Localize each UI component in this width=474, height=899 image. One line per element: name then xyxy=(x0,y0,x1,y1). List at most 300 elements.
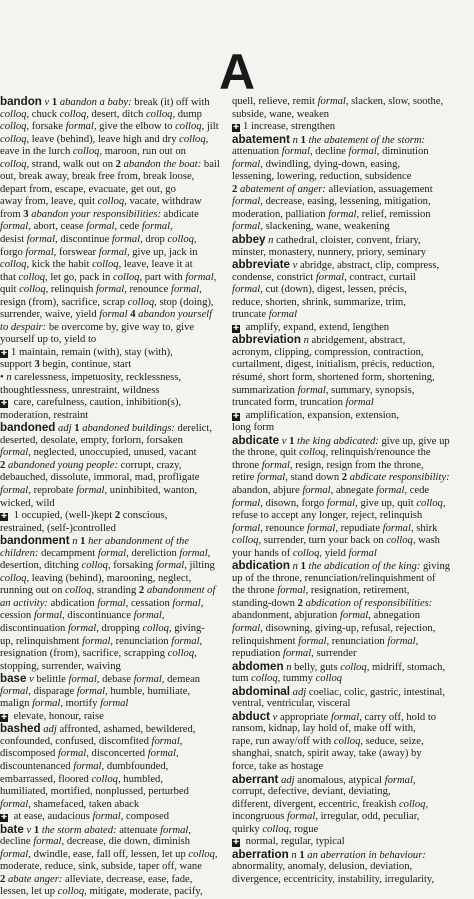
entry-text: that xyxy=(0,271,19,283)
entry-text: , xyxy=(170,221,173,233)
entry-text: , yield xyxy=(319,547,349,559)
label-text: abandoned young people: xyxy=(7,459,118,471)
entry-text: your hands of xyxy=(232,547,293,559)
text-line xyxy=(232,598,468,611)
text-line xyxy=(232,259,468,272)
label-text: the king abdicated: xyxy=(297,435,379,447)
label-text: formal xyxy=(33,610,63,622)
text-line xyxy=(0,761,222,774)
entry-text: , give the elbow to xyxy=(93,121,176,133)
entry-text: , decrease, die down, diminish xyxy=(61,836,191,848)
text-line xyxy=(232,535,468,548)
headword: bashed xyxy=(0,722,41,736)
text-line xyxy=(0,799,222,812)
label-text: n xyxy=(292,561,298,573)
label-text: abandon a baby: xyxy=(59,97,132,108)
text-line xyxy=(0,435,222,448)
entry-text: normal, regular, typical xyxy=(243,836,345,848)
label-text: colloq xyxy=(0,133,27,145)
entry-text: support xyxy=(0,359,35,371)
label-text: colloq xyxy=(333,735,361,747)
label-text: colloq xyxy=(0,572,27,584)
text-line xyxy=(232,309,468,322)
label-text: formal xyxy=(172,597,201,609)
headword: abdication xyxy=(232,559,290,573)
label-text: formal xyxy=(95,284,125,296)
label-text: colloq xyxy=(145,108,173,120)
sense-number: 3 xyxy=(34,359,40,371)
entry-text: , mortify xyxy=(60,698,101,710)
label-text: formal xyxy=(155,560,185,572)
headword: abdomen xyxy=(232,659,284,673)
text-line xyxy=(232,711,468,724)
text-line xyxy=(232,610,468,623)
label-text: colloq xyxy=(19,284,46,296)
entry-text: embarrassed, floored xyxy=(0,773,92,785)
entry-text: eave in the lurch xyxy=(0,146,73,158)
entry-text: , strand, walk out on xyxy=(26,158,116,170)
entry-text: , xyxy=(415,635,419,647)
entry-text: condense, constrict xyxy=(232,271,316,283)
label-text: formal xyxy=(257,472,286,484)
entry-text: , leave, leave it at xyxy=(118,259,193,271)
entry-text: belly, guts xyxy=(291,661,341,673)
text-line xyxy=(0,648,222,661)
sense-number: 1 xyxy=(299,849,305,861)
text-line xyxy=(232,723,468,736)
entry-text: forgo xyxy=(0,246,26,258)
label-text: abate anger: xyxy=(7,873,63,885)
entry-text: , stranding xyxy=(91,585,139,597)
entry-text: anomalous, atypical xyxy=(294,774,385,786)
entry-text: , debase xyxy=(96,674,134,686)
label-text: v xyxy=(292,260,298,272)
entry-text: , forsake xyxy=(26,121,66,133)
label-text: formal xyxy=(100,698,129,710)
entry-text: , xyxy=(179,735,183,747)
entry-text: , decrease, easing, lessening, mitigation, xyxy=(260,196,431,208)
entry-text: abridgement, abstract, xyxy=(308,335,406,347)
text-line xyxy=(0,347,222,360)
text-line xyxy=(232,134,468,147)
text-line xyxy=(0,560,222,573)
entry-text: , xyxy=(205,133,209,145)
label-text: colloq xyxy=(167,234,194,246)
entry-text: repudiation xyxy=(232,648,283,660)
sense-number: 1 xyxy=(300,134,306,146)
text-line xyxy=(0,234,222,247)
text-line xyxy=(0,610,222,623)
entry-text: relinquishment xyxy=(232,635,299,647)
sense-number: 1 xyxy=(289,435,295,447)
text-line xyxy=(0,485,222,498)
text-line xyxy=(0,184,222,197)
text-line xyxy=(232,397,468,410)
entry-text: , dereliction xyxy=(126,547,180,559)
label-text: colloq xyxy=(340,661,367,673)
entry-text: , disowning, giving-up, refusal, rejection, xyxy=(260,622,436,634)
text-line xyxy=(232,774,468,787)
headword: abbreviate xyxy=(232,258,290,272)
entry-text: , renunciation xyxy=(110,635,172,647)
text-line xyxy=(232,284,468,297)
entry-text: , part with xyxy=(139,271,186,283)
entry-text: , xyxy=(207,547,211,559)
entry-text: , xyxy=(175,748,179,760)
headword: bandon xyxy=(0,95,42,108)
text-line xyxy=(232,109,468,122)
entry-text: corrupt, defective, deviant, deviating, xyxy=(232,786,391,798)
entry-text: , seduce, seize, xyxy=(360,735,424,747)
entry-text: , wash xyxy=(412,535,440,547)
entry-text: , leave (behind), leave high and dry xyxy=(26,133,180,145)
text-line xyxy=(0,811,222,824)
label-text: adj xyxy=(292,686,307,698)
text-line xyxy=(0,109,222,122)
label-text: colloq xyxy=(0,259,27,271)
label-text: formal xyxy=(26,234,56,246)
label-text: colloq xyxy=(113,271,140,283)
text-line xyxy=(232,196,468,209)
text-line xyxy=(0,422,222,435)
label-text: colloq xyxy=(175,121,202,133)
label-text: colloq xyxy=(232,535,259,547)
label-text: formal xyxy=(67,622,97,634)
label-text: formal xyxy=(277,585,306,597)
entry-text: break (it) off with xyxy=(131,97,210,108)
text-line xyxy=(232,385,468,398)
entry-text: • xyxy=(0,372,7,384)
text-line xyxy=(0,96,222,109)
text-line xyxy=(232,686,468,699)
text-line xyxy=(0,272,222,285)
entry-text: abnormality, anomaly, delusion, deviation, xyxy=(232,861,413,873)
label-text: formal xyxy=(171,635,200,647)
label-text: an activity: xyxy=(0,597,48,609)
label-text: v xyxy=(281,435,287,447)
text-line xyxy=(232,146,468,159)
entry-text: resignation (from), sacrifice, scrapping xyxy=(0,648,168,660)
entry-text: , repudiate xyxy=(335,522,383,534)
entry-text: truncated form, truncation xyxy=(232,397,346,409)
entry-text: standing-down xyxy=(232,597,298,609)
text-line xyxy=(232,786,468,799)
entry-text: from xyxy=(0,208,24,220)
entry-text: tum xyxy=(232,673,252,685)
entry-text: , surrender xyxy=(311,648,357,660)
entry-text: moderate, reduce, sink, subside, taper off, wane xyxy=(0,861,202,873)
label-text: formal xyxy=(287,811,316,823)
text-line xyxy=(0,171,222,184)
label-text: formal xyxy=(0,798,29,810)
entry-text: , midriff, stomach, xyxy=(366,661,446,673)
text-line xyxy=(0,661,222,674)
sense-number: 2 xyxy=(114,510,121,522)
entry-text: , cut (down), digest, lessen, précis, xyxy=(260,284,407,296)
label-text: colloq xyxy=(57,886,85,898)
label-text: colloq xyxy=(0,121,27,133)
entry-text: , give up, jack in xyxy=(126,246,198,258)
entry-text: , stand down xyxy=(285,472,342,484)
label-text: formal xyxy=(0,447,29,459)
text-line xyxy=(0,334,222,347)
entry-text: , resign, resign from the throne, xyxy=(289,459,424,471)
entry-text: , maroon, run out on xyxy=(99,146,186,158)
antonym-icon: ✚ xyxy=(1,713,7,721)
label-text: formal xyxy=(339,610,369,622)
text-line xyxy=(232,485,468,498)
label-text: formal xyxy=(348,547,377,559)
entry-text: abandonment, abjuration xyxy=(232,610,340,622)
text-line xyxy=(0,673,222,686)
text-line xyxy=(0,736,222,749)
sense-number: 1 xyxy=(300,561,306,573)
label-text: formal xyxy=(171,284,200,296)
left-column xyxy=(0,95,222,898)
entry-text: resign (from), sacrifice, scrap xyxy=(0,296,128,308)
entry-text: , vacate, withdraw xyxy=(124,196,202,208)
text-line xyxy=(0,585,222,598)
text-line xyxy=(232,472,468,485)
label-text: formal xyxy=(82,635,111,647)
label-text: formal xyxy=(298,635,327,647)
label-text: formal xyxy=(232,622,261,634)
label-text: formal xyxy=(281,146,310,158)
entry-text: corrupt, crazy, xyxy=(117,459,182,471)
entry-text: , leaving (behind), marooning, neglect, xyxy=(26,572,192,584)
text-line xyxy=(0,774,222,787)
entry-text: decline xyxy=(0,836,34,848)
label-text: formal xyxy=(160,824,189,836)
entry-text: , shamefaced, taken aback xyxy=(28,798,140,810)
text-line xyxy=(0,836,222,849)
entry-text: desertion, ditching xyxy=(0,560,82,572)
label-text: n xyxy=(303,335,309,347)
label-text: colloq xyxy=(97,196,125,208)
entry-text: surrender, waive, yield xyxy=(0,309,100,321)
headword: abbreviation xyxy=(232,333,301,347)
label-text: formal xyxy=(232,221,261,233)
entry-text: , xyxy=(188,824,192,836)
entry-text: force, take as hostage xyxy=(232,760,324,772)
entry-text: , xyxy=(194,648,197,660)
antonym-icon: ✚ xyxy=(233,124,239,132)
entry-text: , xyxy=(442,497,446,509)
label-text: n xyxy=(72,536,78,548)
entry-text: , desert, ditch xyxy=(86,108,146,120)
entry-text: , renunciation xyxy=(326,635,388,647)
entry-text: , slacken, slow, soothe, xyxy=(345,96,444,107)
entry-text: , disparage xyxy=(28,685,77,697)
entry-text: be overcome by, give way to, give xyxy=(46,321,195,333)
label-text: formal xyxy=(330,711,360,723)
label-text: formal xyxy=(76,484,105,496)
entry-text: , rogue xyxy=(288,823,319,835)
text-line xyxy=(0,309,222,322)
entry-text: , irregular, odd, peculiar, xyxy=(315,811,420,823)
text-line xyxy=(232,359,468,372)
text-line xyxy=(232,272,468,285)
label-text: formal xyxy=(232,284,261,296)
text-line xyxy=(0,247,222,260)
entry-text: , neglected, unoccupied, unused, vacant xyxy=(28,447,197,459)
label-text: v xyxy=(26,824,32,836)
label-text: formal xyxy=(92,811,121,823)
label-text: formal xyxy=(185,271,214,283)
entry-text: , disconcerted xyxy=(86,748,148,760)
entry-text: depart from, escape, evacuate, get out, go xyxy=(0,183,176,195)
entry-text: discomposed xyxy=(0,748,58,760)
entry-text: desist xyxy=(0,234,27,246)
text-line xyxy=(232,435,468,448)
entry-text: up, relinquishment xyxy=(0,635,83,647)
entry-text: decampment xyxy=(38,547,98,559)
label-text: adj xyxy=(281,774,295,786)
entry-text: discountenanced xyxy=(0,760,74,772)
entry-text: , jilting xyxy=(184,560,215,572)
text-line xyxy=(232,159,468,172)
entry-text: ransom, kidnap, lay hold of, make off with, xyxy=(232,723,416,735)
label-text: formal xyxy=(57,748,87,760)
label-text: colloq xyxy=(292,547,320,559)
entry-text: humiliated, mortified, nonplussed, perturbed xyxy=(0,786,189,798)
entry-text: , cessation xyxy=(125,597,173,609)
entry-text: 1 maintain, remain (with), stay (with), xyxy=(11,346,173,358)
entry-text: different, divergent, eccentric, freakish xyxy=(232,798,399,810)
sense-number: 2 xyxy=(341,472,348,484)
text-line xyxy=(0,447,222,460)
text-line xyxy=(0,134,222,147)
label-text: the abdication of the king: xyxy=(308,561,421,573)
label-text: n xyxy=(268,235,274,247)
entry-text: shanghai, snatch, spirit away, take (away) by xyxy=(232,748,422,760)
label-text: colloq xyxy=(72,146,100,158)
entry-text: , composed xyxy=(120,811,170,823)
entry-text: attenuation xyxy=(232,146,282,158)
entry-text: subside, wane, weaken xyxy=(232,108,330,120)
entry-text: truncate xyxy=(232,309,269,321)
text-line xyxy=(0,460,222,473)
text-line xyxy=(0,397,222,410)
entry-text: , cede xyxy=(114,221,142,233)
entry-text: carelessness, impetuosity, recklessness, xyxy=(11,372,182,384)
sense-number: 2 xyxy=(297,597,303,609)
text-line xyxy=(0,748,222,761)
label-text: n xyxy=(291,849,297,861)
label-text: formal xyxy=(25,246,54,258)
label-text: formal xyxy=(0,685,29,697)
entry-text: lessen, let up xyxy=(0,886,58,898)
entry-text: , let go, pack in xyxy=(45,271,113,283)
entry-text: , jilt xyxy=(201,121,219,133)
entry-text: divergence, eccentricity, instability, irregularity, xyxy=(232,873,435,885)
label-text: formal xyxy=(384,774,413,786)
entry-text: wicked, wild xyxy=(0,497,55,509)
label-text: formal xyxy=(33,836,62,848)
entry-text: , xyxy=(213,271,217,283)
entry-text: , giving- xyxy=(168,622,205,634)
entry-text: , contract, curtail xyxy=(344,271,416,283)
headword: abduct xyxy=(232,709,271,723)
label-text: formal xyxy=(179,547,208,559)
entry-text: alleviation, assuagement xyxy=(325,183,433,195)
entry-text: , abnegate xyxy=(330,484,377,496)
text-line xyxy=(232,372,468,385)
text-line xyxy=(232,824,468,837)
entry-text: , stop (doing), xyxy=(154,296,214,308)
entry-text: , decline xyxy=(309,146,349,158)
text-line xyxy=(0,372,222,385)
entry-text: confounded, confused, discomfited xyxy=(0,735,152,747)
text-line xyxy=(232,510,468,523)
entry-text: , renounce xyxy=(260,522,308,534)
text-line xyxy=(0,849,222,862)
entry-text: incongruous xyxy=(232,811,288,823)
entry-text: , abort, cease xyxy=(28,221,87,233)
entry-text: , xyxy=(200,597,204,609)
entry-text: , xyxy=(412,774,416,786)
label-text: formal xyxy=(232,196,261,208)
sense-number: 1 xyxy=(74,423,80,435)
entry-text: , forsaking xyxy=(107,560,156,572)
entry-text: cession xyxy=(0,610,34,622)
entry-text: yourself up to, yield to xyxy=(0,334,97,346)
text-line xyxy=(0,259,222,272)
text-line xyxy=(0,221,222,234)
text-line xyxy=(0,322,222,335)
entry-text: elevate, honour, raise xyxy=(11,710,104,722)
label-text: v xyxy=(44,97,50,108)
label-text: colloq xyxy=(81,560,108,572)
entry-text: , surrender, turn your back on xyxy=(258,535,387,547)
antonym-icon: ✚ xyxy=(1,349,7,357)
antonym-icon: ✚ xyxy=(233,839,239,847)
entry-text: , diminution xyxy=(376,146,429,158)
label-text: formal xyxy=(232,158,261,170)
entry-text: 1 occupied, (well-)kept xyxy=(11,510,115,522)
label-text: abdicate responsibility: xyxy=(349,472,450,484)
label-text: the abatement of the storm: xyxy=(308,134,426,146)
entry-text: at ease, audacious xyxy=(11,811,93,823)
entry-text: running out on xyxy=(0,585,66,597)
entry-text: discontinuation xyxy=(0,622,68,634)
entry-text: refuse to accept any longer, reject, relinquish xyxy=(232,510,423,522)
label-text: formal xyxy=(86,221,115,233)
label-text: formal xyxy=(151,735,180,747)
entry-text: begin, continue, start xyxy=(39,359,132,371)
entry-text: , forswear xyxy=(53,246,99,258)
text-line xyxy=(232,573,468,586)
entry-text: give up, give up xyxy=(378,435,450,447)
label-text: formal xyxy=(348,146,377,158)
label-text: formal xyxy=(68,674,97,686)
label-text: formal xyxy=(232,522,261,534)
label-text: an aberration in behaviour: xyxy=(307,849,426,861)
label-text: abatement of anger: xyxy=(239,183,326,195)
antonym-icon: ✚ xyxy=(1,400,7,408)
entry-text: 1 increase, strengthen xyxy=(243,121,336,133)
label-text: formal xyxy=(326,497,356,509)
entry-text: abandon, abjure xyxy=(232,484,303,496)
label-text: formal xyxy=(97,547,127,559)
label-text: colloq xyxy=(59,108,87,120)
entry-text: alleviate, decrease, ease, fade, xyxy=(62,873,193,885)
label-text: the storm abated: xyxy=(41,824,117,836)
sense-number: 2 xyxy=(138,585,145,597)
sense-number: 1 xyxy=(33,824,40,836)
entry-text: up of the throne, renunciation/relinquishment of xyxy=(232,572,436,584)
right-column xyxy=(232,96,468,885)
